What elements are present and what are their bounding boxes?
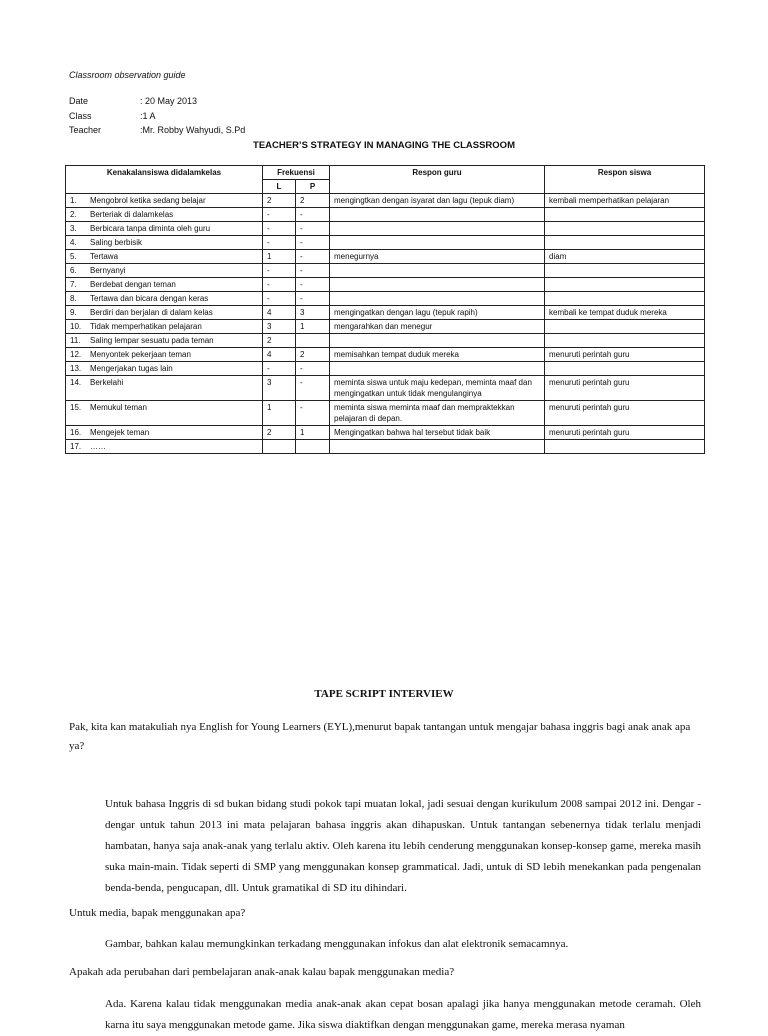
student-response-cell (545, 320, 705, 334)
freq-p-cell: 3 (296, 306, 330, 320)
behavior-label: Berbicara tanpa diminta oleh guru (90, 224, 211, 233)
row-number: 7. (70, 280, 77, 289)
teacher-response-cell: meminta siswa meminta maaf dan mempraktekkan pelajaran di depan. (330, 401, 545, 426)
interview-question-3: Apakah ada perubahan dari pembelajaran anak-anak kalau bapak menggunakan media? (69, 966, 455, 978)
teacher-response-cell: Mengingatkan bahwa hal tersebut tidak baik (330, 426, 545, 440)
behavior-label: Berdebat dengan teman (90, 280, 176, 289)
student-response-cell (545, 264, 705, 278)
meta-date (69, 96, 197, 106)
behavior-label: Tidak memperhatikan pelajaran (90, 322, 202, 331)
freq-l-cell: - (263, 292, 296, 306)
freq-p-cell: - (296, 236, 330, 250)
table-row (66, 194, 705, 208)
freq-l-cell: - (263, 362, 296, 376)
table-row (66, 292, 705, 306)
table-row (66, 348, 705, 362)
freq-p-cell: 2 (296, 194, 330, 208)
interview-question-2: Untuk media, bapak menggunakan apa? (69, 907, 246, 919)
table-row (66, 320, 705, 334)
behavior-label: Menyontek pekerjaan teman (90, 350, 191, 359)
observation-table (65, 165, 705, 454)
freq-l-cell: 2 (263, 194, 296, 208)
behavior-cell (66, 292, 263, 306)
table-row (66, 401, 705, 426)
freq-l-cell: - (263, 236, 296, 250)
row-number: 14. (70, 378, 82, 387)
freq-l-cell: - (263, 278, 296, 292)
freq-p-cell: - (296, 264, 330, 278)
behavior-label: Berteriak di dalamkelas (90, 210, 174, 219)
header-p: P (296, 180, 330, 194)
row-number: 11. (70, 336, 81, 345)
behavior-cell (66, 426, 263, 440)
row-number: 15. (70, 403, 82, 412)
teacher-response-cell (330, 362, 545, 376)
header-frequency: Frekuensi (263, 166, 330, 180)
freq-l-cell: 3 (263, 376, 296, 401)
student-response-cell (545, 362, 705, 376)
row-number: 9. (70, 308, 77, 317)
behavior-label: Berkelahi (90, 378, 124, 387)
meta-class-label: Class (69, 111, 92, 121)
table-row (66, 362, 705, 376)
behavior-label: Tertawa (90, 252, 119, 261)
behavior-cell (66, 264, 263, 278)
interview-answer-3: Ada. Karena kalau tidak menggunakan media anak-anak akan cepat bosan apalagi jika hanya menggunakan metode ceramah. Oleh karna itu saya menggunakan metode game. Jika siswa diaktifkan dengan menggunakan game, mereka merasa nyaman (105, 998, 701, 1031)
behavior-label: Bernyanyi (90, 266, 126, 275)
guide-title: Classroom observation guide (69, 70, 186, 80)
behavior-label: Saling lempar sesuatu pada teman (90, 336, 214, 345)
row-number: 4. (70, 238, 77, 247)
student-response-cell (545, 208, 705, 222)
student-response-cell (545, 222, 705, 236)
row-number: 17. (70, 442, 82, 451)
strategy-title: TEACHER’S STRATEGY IN MANAGING THE CLASSROOM (253, 140, 515, 151)
freq-l-cell: 4 (263, 348, 296, 362)
meta-teacher-label: Teacher (69, 125, 102, 135)
header-teacher-response: Respon guru (330, 166, 545, 194)
interview-answer-2: Gambar, bahkan kalau memungkinkan terkadang menggunakan infokus dan alat elektronik semacamnya. (105, 938, 569, 950)
freq-p-cell: - (296, 250, 330, 264)
freq-p-cell: 2 (296, 348, 330, 362)
behavior-label: Tertawa dan bicara dengan keras (90, 294, 209, 303)
student-response-cell: menuruti perintah guru (545, 348, 705, 362)
table-row (66, 250, 705, 264)
teacher-response-cell (330, 208, 545, 222)
behavior-cell (66, 222, 263, 236)
freq-p-cell: - (296, 292, 330, 306)
row-number: 3. (70, 224, 77, 233)
student-response-cell: menuruti perintah guru (545, 426, 705, 440)
freq-l-cell: 4 (263, 306, 296, 320)
table-body (66, 194, 705, 454)
freq-p-cell: 1 (296, 320, 330, 334)
behavior-cell (66, 278, 263, 292)
interview-question-1: Pak, kita kan matakuliah nya English for Young Learners (EYL),menurut bapak tantangan untuk mengajar bahasa inggris bagi anak anak apa ya? (69, 721, 691, 752)
meta-class (69, 111, 156, 121)
student-response-cell (545, 334, 705, 348)
interview-title: TAPE SCRIPT INTERVIEW (314, 688, 454, 700)
table-header-row (66, 166, 705, 180)
meta-date-value: : 20 May 2013 (140, 96, 198, 106)
student-response-cell: kembali memperhatikan pelajaran (545, 194, 705, 208)
teacher-response-cell: mengingtkan dengan isyarat dan lagu (tepuk diam) (330, 194, 545, 208)
meta-class-value: :1 A (140, 111, 156, 121)
behavior-cell (66, 334, 263, 348)
freq-l-cell: - (263, 222, 296, 236)
behavior-label: Mengobrol ketika sedang belajar (90, 196, 206, 205)
behavior-cell (66, 376, 263, 401)
teacher-response-cell (330, 278, 545, 292)
row-number: 13. (70, 364, 82, 373)
student-response-cell (545, 278, 705, 292)
freq-p-cell: - (296, 222, 330, 236)
teacher-response-cell (330, 292, 545, 306)
teacher-response-cell (330, 264, 545, 278)
teacher-response-cell (330, 440, 545, 454)
behavior-cell (66, 362, 263, 376)
student-response-cell: diam (545, 250, 705, 264)
freq-p-cell: - (296, 401, 330, 426)
teacher-response-cell: mengingatkan dengan lagu (tepuk rapih) (330, 306, 545, 320)
row-number: 10. (70, 322, 82, 331)
freq-l-cell: 1 (263, 401, 296, 426)
freq-l-cell: 2 (263, 334, 296, 348)
behavior-cell (66, 194, 263, 208)
behavior-cell (66, 320, 263, 334)
behavior-cell (66, 250, 263, 264)
freq-l-cell: 2 (263, 426, 296, 440)
behavior-label: Mengerjakan tugas lain (90, 364, 173, 373)
table-row (66, 440, 705, 454)
interview-answer-1: Untuk bahasa Inggris di sd bukan bidang studi pokok tapi muatan lokal, jadi sesuai dengan kurikulum 2008 sampai 2012 ini. Dengar - dengar untuk tahun 2013 ini mata pelajaran bahasa inggris akan dihapuskan. Untuk tantangan sebenernya tidak terlalu menjadi hambatan, hanya saja anak-anak yang terlalu aktiv. Oleh karena itu lebih cenderung menggunakan konsep-konsep game, mereka masih suka main-main. Tidak seperti di SMP yang menggunakan konsep grammatical. Jadi, untuk di SD lebih menekankan pada pengenalan benda-benda, pengucapan, dll. Untuk gramatikal di SD itu dihindari. (105, 798, 701, 894)
table-row (66, 278, 705, 292)
student-response-cell: kembali ke tempat duduk mereka (545, 306, 705, 320)
student-response-cell (545, 440, 705, 454)
teacher-response-cell: meminta siswa untuk maju kedepan, meminta maaf dan mengingatkan untuk tidak mengulanginya (330, 376, 545, 401)
behavior-label: Mengejek teman (90, 428, 150, 437)
meta-date-label: Date (69, 96, 89, 106)
row-number: 2. (70, 210, 77, 219)
row-number: 16. (70, 428, 82, 437)
freq-p-cell: - (296, 278, 330, 292)
table-row (66, 236, 705, 250)
row-number: 6. (70, 266, 77, 275)
teacher-response-cell: menegurnya (330, 250, 545, 264)
behavior-label: Saling berbisik (90, 238, 143, 247)
freq-p-cell: - (296, 208, 330, 222)
table-row (66, 426, 705, 440)
student-response-cell (545, 292, 705, 306)
table-row (66, 334, 705, 348)
behavior-cell (66, 208, 263, 222)
teacher-response-cell (330, 222, 545, 236)
freq-p-cell (296, 334, 330, 348)
behavior-label: …… (90, 442, 106, 451)
teacher-response-cell (330, 236, 545, 250)
freq-p-cell: - (296, 362, 330, 376)
behavior-label: Berdiri dan berjalan di dalam kelas (90, 308, 213, 317)
meta-teacher (69, 125, 245, 135)
header-behavior: Kenakalansiswa didalamkelas (66, 166, 263, 194)
table-row (66, 222, 705, 236)
freq-l-cell: 3 (263, 320, 296, 334)
table-row (66, 306, 705, 320)
freq-p-cell (296, 440, 330, 454)
meta-teacher-value: :Mr. Robby Wahyudi, S.Pd (140, 125, 246, 135)
freq-p-cell: - (296, 376, 330, 401)
table-row (66, 376, 705, 401)
freq-l-cell (263, 440, 296, 454)
student-response-cell (545, 236, 705, 250)
behavior-cell (66, 306, 263, 320)
behavior-cell (66, 401, 263, 426)
row-number: 12. (70, 350, 82, 359)
behavior-cell (66, 440, 263, 454)
student-response-cell: menuruti perintah guru (545, 376, 705, 401)
behavior-cell (66, 236, 263, 250)
row-number: 5. (70, 252, 77, 261)
freq-l-cell: 1 (263, 250, 296, 264)
behavior-label: Memukul teman (90, 403, 147, 412)
freq-p-cell: 1 (296, 426, 330, 440)
teacher-response-cell: mengarahkan dan menegur (330, 320, 545, 334)
table-row (66, 264, 705, 278)
teacher-response-cell (330, 334, 545, 348)
freq-l-cell: - (263, 264, 296, 278)
table-row (66, 208, 705, 222)
row-number: 8. (70, 294, 77, 303)
row-number: 1. (70, 196, 77, 205)
freq-l-cell: - (263, 208, 296, 222)
student-response-cell: menuruti perintah guru (545, 401, 705, 426)
teacher-response-cell: memisahkan tempat duduk mereka (330, 348, 545, 362)
header-l: L (263, 180, 296, 194)
header-student-response: Respon siswa (545, 166, 705, 194)
behavior-cell (66, 348, 263, 362)
